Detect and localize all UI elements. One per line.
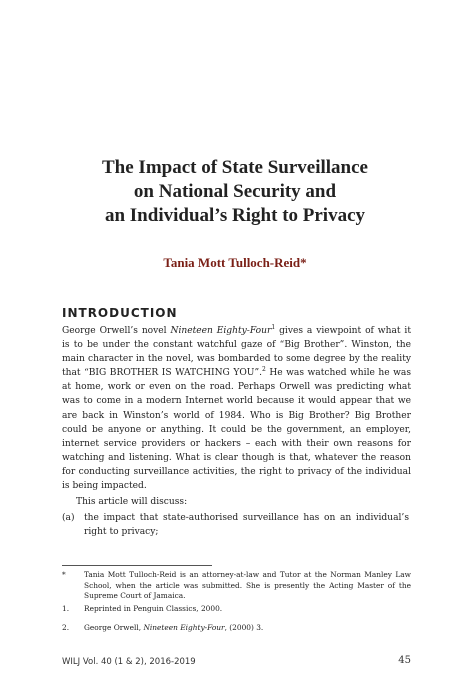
footnote-ref-1[interactable]: 1: [271, 323, 276, 331]
footnote-author-ref: George Orwell,: [84, 623, 144, 632]
title-line-3: an Individual’s Right to Privacy: [104, 205, 366, 226]
footnote-divider: [62, 565, 212, 566]
footnote-text: Tania Mott Tulloch-Reid is an attorney-at-law and Tutor at the Norman Manley Law School, when the article was submitted. She is presently the Acting Master of the Supreme Court of Jamaica.: [84, 570, 411, 600]
article-title: [60, 156, 410, 228]
journal-citation: WILJ Vol. 40 (1 & 2), 2016-2019: [62, 657, 196, 667]
footnote-text: Reprinted in Penguin Classics, 2000.: [84, 604, 223, 613]
title-line-1: The Impact of State Surveillance: [102, 157, 368, 178]
footnote-marker: *: [62, 570, 66, 579]
intro-text-b: gives a viewpoint of what it is to be under the constant watchful gaze of “Big Brother”. Winston, the main character in the novel, was bombarded to some degree by the reality that “BIG BROTHER IS WATCHING YOU”.: [62, 326, 411, 379]
footnote-2: [62, 623, 411, 634]
book-title: Nineteen Eighty-Four: [170, 326, 272, 336]
list-marker: (a): [62, 513, 75, 524]
body-text: [62, 324, 411, 539]
footnote-citation: , (2000) 3.: [224, 623, 264, 632]
intro-paragraph: [62, 324, 411, 493]
footnote-1: [62, 604, 411, 615]
footnote-ref-2[interactable]: 2: [261, 366, 266, 374]
footnote-author: [62, 570, 411, 602]
section-heading: INTRODUCTION: [62, 306, 178, 320]
footnote-marker: 2.: [62, 623, 70, 632]
title-line-2: on National Security and: [133, 181, 337, 202]
footnote-text: [84, 623, 411, 634]
discussion-lead: This article will discuss:: [76, 497, 188, 508]
intro-text-a: George Orwell’s novel: [62, 326, 171, 336]
list-item: [62, 511, 411, 539]
footnote-book-title: Nineteen Eighty-Four: [143, 623, 225, 632]
list-item-text: the impact that state-authorised surveillance has on an individual’s right to privacy;: [84, 513, 409, 538]
intro-text-c: He was watched while he was at home, work or even on the road. Perhaps Orwell was predicting what was to come in a modern Internet world because it would appear that we are back in Winston’s world of 1984. Who is Big Brother? Big Brother could be anyone or anything. It could be the government, an employer, internet service providers or hackers – each with their own reasons for watching and listening. What is clear though is that, whatever the reason for conducting surveillance activities, the right to privacy of the individual is being impacted.: [62, 368, 411, 492]
author-name: Tania Mott Tulloch-Reid*: [163, 255, 307, 270]
page-number: 45: [398, 655, 411, 666]
footnote-marker: 1.: [62, 604, 70, 613]
